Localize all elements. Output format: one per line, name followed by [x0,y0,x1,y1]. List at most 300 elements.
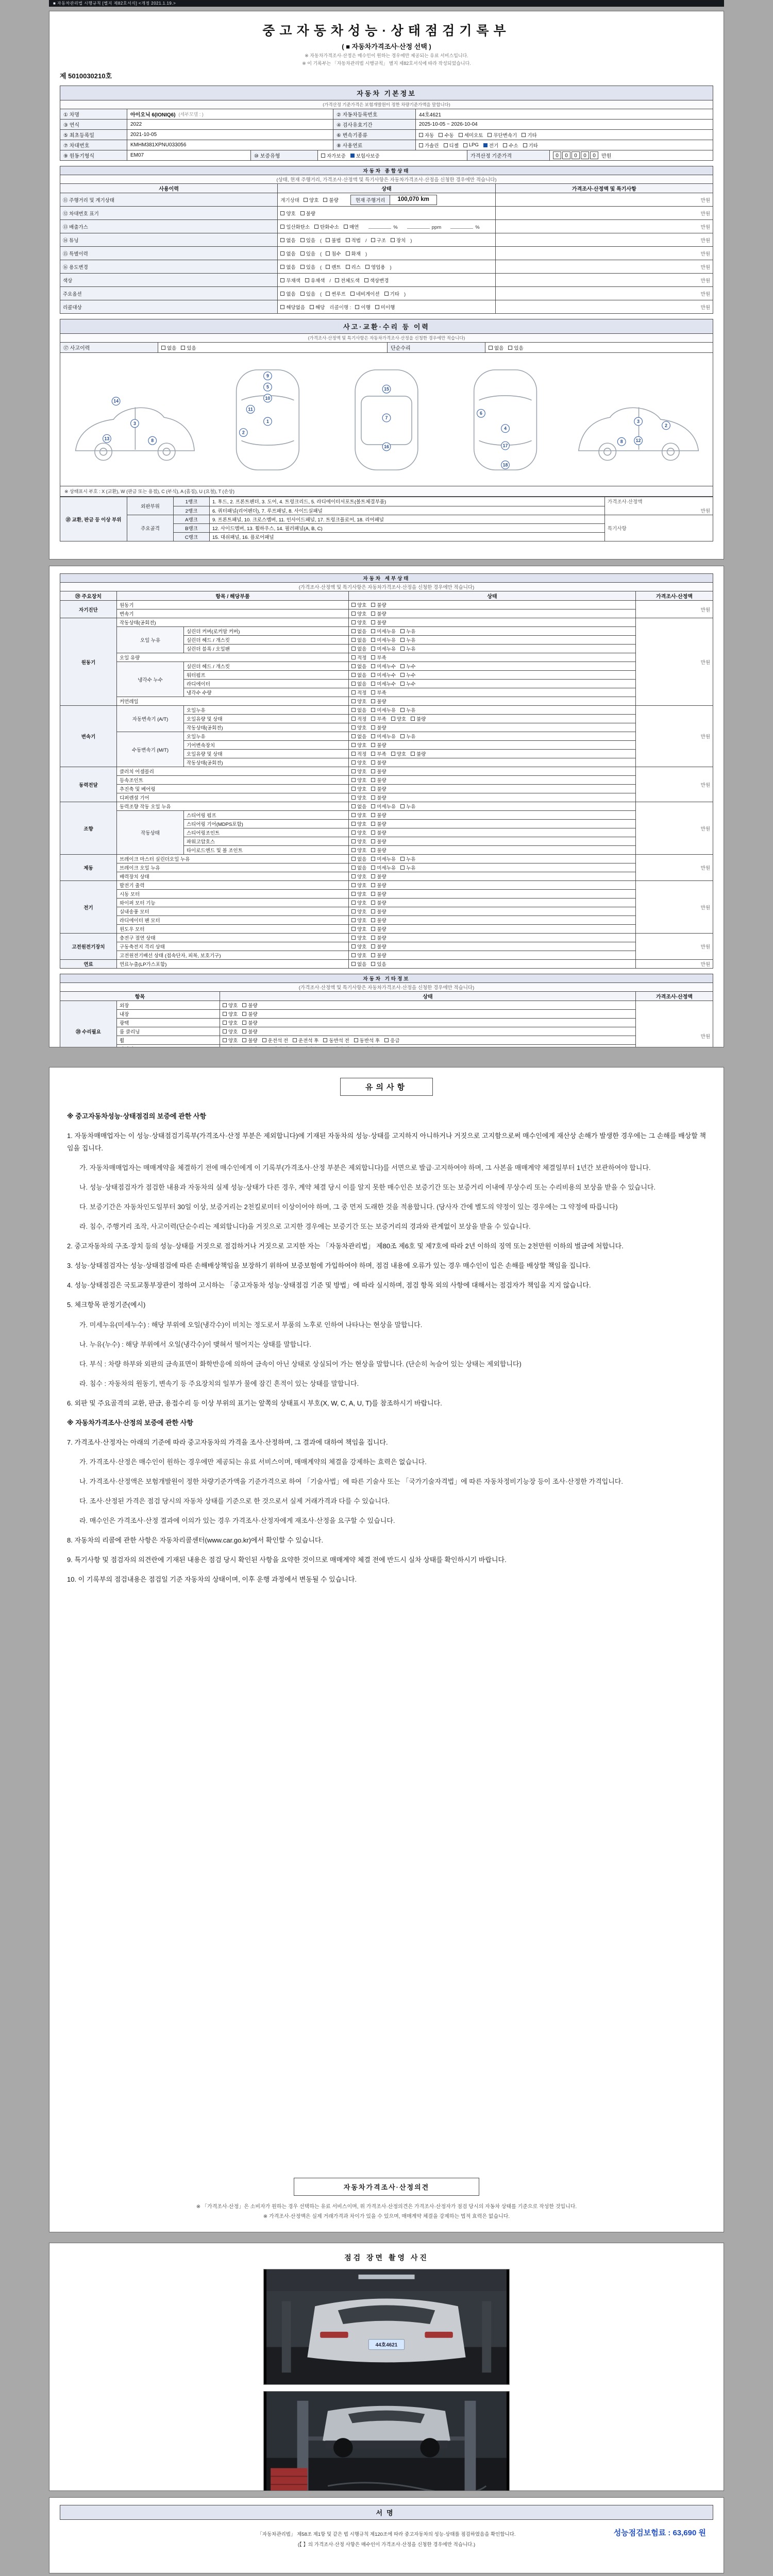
checkbox-label: 있음 [306,264,316,270]
checkbox-미세누유[interactable] [371,645,396,652]
checkbox-없음[interactable] [351,864,366,871]
checkbox-양호[interactable] [351,724,366,731]
price-digit: 0 [553,151,561,159]
checkbox-없음[interactable] [280,236,295,244]
checkbox-불량[interactable] [242,1010,257,1018]
col-item: 항목 / 해당부품 [117,591,349,601]
checkbox-세미오토[interactable] [459,131,483,139]
checkbox-양호[interactable] [351,838,366,845]
item-state [349,741,636,750]
signature-statement-1: 「자동차관리법」 제58조 제1항 및 같은 법 시행규칙 제120조에 따라 중고자동차의 성능·상태를 점검하였음을 확인합니다. [257,2532,516,2537]
checkbox-양호[interactable] [304,196,318,204]
checkbox-양호[interactable] [351,899,366,906]
checkbox-label: 적정 [357,752,367,757]
damage-code-legend: ※ 상태표시 부호 : X (교환), W (판금 또는 용접), C (부식), A (흠집), U (요철), T (손상) [60,486,713,497]
section-overall-state [60,166,713,314]
checkbox-없음[interactable] [280,290,295,297]
checkbox-label: 불량 [329,197,339,204]
opinion-line: ※ 「가격조사·산정」은 소비자가 원하는 경우 선택하는 유료 서비스이며, 위 가격조사·산정의견은 가격조사·산정자가 점검 당시의 자동차 상태를 기준으로 작성한 것입니다. [196,2204,577,2210]
checkbox-불량[interactable] [371,899,386,906]
checkbox-누유[interactable] [400,855,415,862]
checkbox-label: 불량 [377,831,386,836]
notice-paragraph: 다. 조사·산정된 가격은 점검 당시의 자동차 상태를 기준으로 한 것으로서 실제 거래가격과 다를 수 있습니다. [79,1497,390,1505]
checkbox-없음[interactable] [351,706,366,714]
checkbox-미세누유[interactable] [371,636,396,643]
checkbox-있음[interactable] [508,344,523,351]
checkbox-부족[interactable] [371,715,386,722]
checkbox-무채색[interactable] [280,277,300,284]
field-value-first-reg-date: 2021-10-05 [127,130,333,140]
blank-value-slot[interactable] [407,224,430,229]
detail-row [60,890,713,899]
checkbox-양호[interactable] [351,873,366,880]
checkbox-양호[interactable] [351,610,366,617]
checkbox-양호[interactable] [351,882,366,889]
notice-paragraph: ※ 중고자동차성능·상태점검의 보증에 관한 사항 [67,1112,207,1120]
checkbox-label: 양호 [286,211,296,217]
rank-a-label: A랭크 [174,515,210,524]
checkbox-매연[interactable] [344,223,359,230]
price-cell: 만원 [635,706,713,767]
checkbox-네비게이션[interactable] [350,290,380,297]
checkbox-label: 있음 [187,345,196,351]
field-value-car-name [127,109,333,119]
checkbox-label: 양호 [357,953,367,959]
checkbox-장치[interactable] [391,236,406,244]
checkbox-불량[interactable] [300,210,315,217]
checkbox-있음[interactable] [300,236,315,244]
checkbox-양호[interactable] [351,829,366,836]
checkbox-양호[interactable] [351,811,366,819]
price-cell: 만원 [495,233,713,247]
checkbox-양호[interactable] [351,952,366,959]
checkbox-양호[interactable] [351,698,366,705]
checkbox-응급[interactable] [384,1037,399,1044]
item-state [349,680,636,688]
detail-row [60,907,713,916]
checkbox-누유[interactable] [400,645,415,652]
checkbox-양호[interactable] [391,750,406,757]
checkbox-불량[interactable] [371,698,386,705]
checkbox-불량[interactable] [371,873,386,880]
checkbox-불량[interactable] [371,601,386,608]
item-state [349,916,636,925]
checkbox-불량[interactable] [371,882,386,889]
checkbox-양호[interactable] [280,210,295,217]
panel-number-markers [103,372,670,469]
checkbox-불량[interactable] [242,1028,257,1035]
state-text: ( [320,264,322,270]
checkbox-미세누유[interactable] [371,706,396,714]
checkbox-label: 불량 [377,760,386,766]
checkbox-label: 불량 [377,769,386,775]
checkbox-label: 양호 [357,760,367,766]
checkbox-양호[interactable] [351,820,366,827]
checkbox-불량[interactable] [371,908,386,915]
checkbox-label: 불량 [377,848,386,854]
checkbox-있음[interactable] [181,344,196,351]
checkbox-미세누유[interactable] [371,733,396,740]
misc-column-header [60,992,713,1001]
rank-1-label: 1랭크 [174,497,210,506]
state-text: ) [404,291,406,297]
checkbox-불량[interactable] [371,610,386,617]
checkbox-미세누수[interactable] [371,680,396,687]
checkbox-양호[interactable] [223,1019,238,1026]
detail-row [60,802,713,811]
checkbox-해당없음[interactable] [280,303,305,311]
simple-repair-options [485,343,713,352]
checkbox-화재[interactable] [346,250,361,257]
checkbox-불량[interactable] [371,934,386,941]
checkbox-label: 동반석 전 [329,1038,349,1044]
checkbox-label: 유채색 [310,278,325,284]
row-state [278,287,495,300]
svg-text:11: 11 [248,406,253,412]
col-state: 상태 [278,184,495,193]
checkbox-불량[interactable] [411,715,426,722]
checkbox-label: 기타 [527,132,537,139]
checkbox-미세누유[interactable] [371,855,396,862]
checkbox-양호[interactable] [223,1045,238,1047]
checkbox-부족[interactable] [371,654,386,661]
checkbox-부족[interactable] [371,750,386,757]
item-state [349,942,636,951]
checkbox-없음[interactable] [489,344,503,351]
price-digit: 0 [562,151,570,159]
detail-row [60,1027,713,1036]
detail-row [60,697,713,706]
history-header: 사고·교환·수리 등 이력 [60,319,713,334]
checkbox-불량[interactable] [371,768,386,775]
item-state [349,820,636,828]
detail-row [60,1045,713,1048]
checkbox-label [248,1045,257,1047]
checkbox-누유[interactable] [400,803,415,810]
checkbox-불량[interactable] [411,750,426,757]
checkbox-양호[interactable] [351,759,366,766]
checkbox-label: 없음 [167,345,177,351]
detail-row [60,942,713,951]
section-accident-history [60,319,713,541]
checkbox-label: 가솔린 [425,143,439,149]
main-frame-label: 주요골격 [127,515,174,541]
checkbox-불량[interactable] [371,846,386,854]
checkbox-양호[interactable] [351,925,366,933]
state-text: ( [320,238,322,244]
checkbox-적정[interactable] [351,689,366,696]
checkbox-자동[interactable] [419,131,434,139]
checkbox-양호[interactable] [351,890,366,897]
photo-rear-view [263,2269,510,2385]
checkbox-label: 없음 [357,857,367,862]
checkbox-없음[interactable] [351,680,366,687]
device-subgroup-label: 수동변속기 (M/T) [117,732,184,767]
checkbox-적법[interactable] [346,236,361,244]
checkbox-자가보증[interactable] [321,152,346,159]
item-state [349,934,636,942]
field-label-vin: ⑦ 차대번호 [60,140,127,150]
checkbox-label: 수동 [444,132,454,139]
checkbox-불량[interactable] [242,1019,257,1026]
accident-options [158,343,388,352]
svg-text:1: 1 [266,418,269,424]
signature-statement-2: (【 】의 가격조사·산정 사항은 매수인이 가격조사·산정을 신청한 경우에만 적습니다.) [297,2542,476,2548]
checkbox-없음[interactable] [351,663,366,670]
checkbox-썬루프[interactable] [326,290,346,297]
checkbox-양호[interactable] [351,768,366,775]
checkbox-가솔린[interactable] [419,142,439,149]
checkbox-양호[interactable] [351,908,366,915]
checkbox-양호[interactable] [351,846,366,854]
checkbox-양호[interactable] [223,1010,238,1018]
price-cell: 만원 [635,960,713,969]
checkbox-label: 불량 [377,795,386,801]
rank-2-label: 2랭크 [174,506,210,515]
item-label: 동력조향 작동 오일 누유 [117,802,349,811]
checkbox-불량[interactable] [323,196,338,204]
checkbox-불량[interactable] [242,1037,257,1044]
blank-value-slot[interactable] [368,224,391,229]
checkbox-불량[interactable] [371,811,386,819]
checkbox-양호[interactable] [351,785,366,792]
checkbox-불량[interactable] [371,943,386,950]
checkbox-무단변속기[interactable] [488,131,517,139]
checkbox-수소[interactable] [503,142,518,149]
checkbox-LPG[interactable] [463,142,479,148]
checkbox-label: 있음 [377,962,386,968]
checkbox-불량[interactable] [371,724,386,731]
checkbox-미세누유[interactable] [371,864,396,871]
checkbox-누유[interactable] [400,706,415,714]
accident-label: ⑰ 사고이력 [60,343,158,352]
checkbox-양호[interactable] [223,1037,238,1044]
checkbox-불량[interactable] [371,785,386,792]
checkbox-누수[interactable] [400,680,415,687]
checkbox-있음[interactable] [371,960,386,968]
appraisal-opinion-lines [60,2202,713,2219]
checkbox-label: 양호 [357,901,367,906]
checkbox-불량[interactable] [371,794,386,801]
checkbox-불량[interactable] [242,1002,257,1009]
checkbox-불법[interactable] [326,236,341,244]
checkbox-누유[interactable] [400,628,415,635]
checkbox-색상변경[interactable] [364,277,389,284]
item-label: 커먼레일 [117,697,349,706]
rank-b-items: 12. 사이드멤버, 13. 휠하우스, 14. 필러패널(A, B, C) [210,524,605,533]
checkbox-없음[interactable] [351,645,366,652]
checkbox-전체도색[interactable] [335,277,360,284]
checkbox-양호[interactable] [351,776,366,784]
checkbox-누유[interactable] [400,636,415,643]
row-state [278,247,495,260]
detail-row [60,706,713,715]
checkbox-불량[interactable] [371,890,386,897]
checkbox-없음[interactable] [351,636,366,643]
checkbox-불량[interactable] [371,917,386,924]
checkbox-label: 누수 [406,673,416,679]
device-group-label: 연료 [60,960,117,969]
odometer-label: 현재 주행거리 [351,195,391,205]
checkbox-있음[interactable] [300,250,315,257]
item-state [349,688,636,697]
blank-value-slot[interactable] [450,224,473,229]
checkbox-없음[interactable] [351,628,366,635]
checkbox-양호[interactable] [351,601,366,608]
checkbox-디젤[interactable] [444,142,459,149]
checkbox-양호[interactable] [351,794,366,801]
checkbox-미세누유[interactable] [371,628,396,635]
checkbox-양호[interactable] [223,1002,238,1009]
checkbox-불량[interactable] [371,820,386,827]
checkbox-없음[interactable] [351,733,366,740]
field-label-transmission: ⑥ 변속기종류 [333,130,416,140]
warranty-options [318,150,467,160]
detail-row [60,916,713,925]
checkbox-해당[interactable] [310,303,325,311]
signature-body [60,2520,713,2548]
checkbox-label: 없음 [357,638,367,643]
item-state [349,951,636,960]
table-row [60,150,713,160]
checkbox-불량[interactable] [371,829,386,836]
checkbox-운전석 후[interactable] [293,1045,318,1047]
checkbox-탄화수소[interactable] [314,223,339,230]
checkbox-동반석 전[interactable] [323,1045,349,1047]
checkbox-동반석 전[interactable] [323,1037,349,1044]
checkbox-없음[interactable] [351,671,366,679]
price-unit: 만원 [700,509,710,514]
checkbox-불량[interactable] [242,1045,257,1047]
notice-paragraph: 라. 매수인은 가격조사·산정 결과에 이의가 있는 경우 가격조사·산정자에게 재조사·산정을 요구할 수 있습니다. [79,1516,395,1524]
checkbox-누유[interactable] [400,864,415,871]
checkbox-유채색[interactable] [305,277,325,284]
checkbox-불량[interactable] [371,776,386,784]
checkbox-전기[interactable] [483,142,498,149]
field-value-inspection-period: 2025-10-05 ~ 2026-10-04 [419,122,478,127]
price-cell: 만원 [495,260,713,274]
checkbox-없음[interactable] [351,803,366,810]
overall-row [60,287,713,300]
checkbox-리스[interactable] [346,263,361,270]
checkbox-누유[interactable] [400,733,415,740]
checkbox-적정[interactable] [351,654,366,661]
device-group-label: 제동 [60,855,117,881]
checkbox-부족[interactable] [371,689,386,696]
checkbox-label: 무채색 [286,278,300,284]
checkbox-label: 양호 [396,717,407,722]
checkbox-영업용[interactable] [365,263,385,270]
checkbox-없음[interactable] [351,855,366,862]
item-state [220,1036,636,1045]
checkbox-양호[interactable] [351,619,366,626]
checkbox-양호[interactable] [223,1028,238,1035]
checkbox-있음[interactable] [300,263,315,270]
photo-rear-view-image [264,2269,509,2384]
price-cell: 만원 [635,618,713,706]
device-group-label: 고전원전기장치 [60,934,117,960]
checkbox-침수[interactable] [326,250,341,257]
checkbox-동반석 후[interactable] [354,1037,380,1044]
checkbox-불량[interactable] [371,741,386,749]
checkbox-미세누유[interactable] [371,803,396,810]
checkbox-운전석 후[interactable] [293,1037,318,1044]
checkbox-양호[interactable] [351,917,366,924]
checkbox-응급[interactable] [384,1045,399,1047]
checkbox-불량[interactable] [371,838,386,845]
item-state [220,1027,636,1036]
checkbox-불량[interactable] [371,619,386,626]
notice-paragraph: 6. 외판 및 주요골격의 교환, 판금, 용접수리 등 이상 부위의 표기는 앞쪽의 상태표시 부호(X, W, C, A, U, T)를 참조하시기 바랍니다. [67,1399,442,1407]
checkbox-label: 불량 [377,603,386,608]
item-state [349,863,636,872]
checkbox-기타[interactable] [522,131,536,139]
checkbox-있음[interactable] [300,290,315,297]
appraisal-opinion-section [60,2178,713,2225]
exchange-label: ⑱ 교환, 판금 등 이상 부위 [60,497,127,541]
checkbox-label: 양호 [357,874,367,880]
checkbox-불량[interactable] [371,952,386,959]
checkbox-label: 불량 [377,620,386,626]
checkbox-label: 있음 [514,345,524,351]
checkbox-없음[interactable] [280,250,295,257]
checkbox-label: 부족 [377,690,386,696]
checkbox-양호[interactable] [351,934,366,941]
field-label-fuel: ⑧ 사용연료 [333,140,416,150]
checkbox-구조[interactable] [371,236,386,244]
checkbox-운전석 전[interactable] [262,1037,288,1044]
checkbox-label: 불량 [248,1012,258,1018]
checkbox-렌트[interactable] [326,263,341,270]
checkbox-label: 양호 [228,1021,238,1026]
checkbox-불량[interactable] [371,759,386,766]
checkbox-없음[interactable] [161,344,176,351]
checkbox-없음[interactable] [351,960,366,968]
checkbox-label: 불량 [377,909,386,915]
checkbox-label: 이행 [361,304,371,311]
checkbox-운전석 전[interactable] [262,1045,288,1047]
checkbox-미세누수[interactable] [371,663,396,670]
checkbox-label: 불량 [377,953,386,959]
checkbox-이행[interactable] [355,303,370,311]
checkbox-양호[interactable] [391,715,406,722]
checkbox-누수[interactable] [400,671,415,679]
checkbox-불량[interactable] [371,925,386,933]
checkbox-label: 불량 [377,787,386,792]
checkbox-일산화탄소[interactable] [280,223,310,230]
checkbox-없음[interactable] [280,263,295,270]
checkbox-미세누수[interactable] [371,671,396,679]
checkbox-적정[interactable] [351,750,366,757]
overall-row [60,207,713,220]
car-name-value: 아이오닉 6(IONIQ6) [130,112,176,118]
checkbox-양호[interactable] [351,741,366,749]
checkbox-보험사보증[interactable] [350,152,380,159]
checkbox-label: 양호 [357,778,367,784]
checkbox-양호[interactable] [351,943,366,950]
checkbox-동반석 후[interactable] [354,1045,380,1047]
detail-row [60,732,713,741]
checkbox-미이행[interactable] [375,303,395,311]
insurance-fee: 성능점검보험료 : 63,690 원 [613,2529,706,2537]
detail-row [60,785,713,793]
checkbox-적정[interactable] [351,715,366,722]
checkbox-label: 없음 [494,345,504,351]
checkbox-수동[interactable] [439,131,453,139]
checkbox-누수[interactable] [400,663,415,670]
checkbox-기타[interactable] [523,142,538,149]
checkbox-기타[interactable] [384,290,399,297]
